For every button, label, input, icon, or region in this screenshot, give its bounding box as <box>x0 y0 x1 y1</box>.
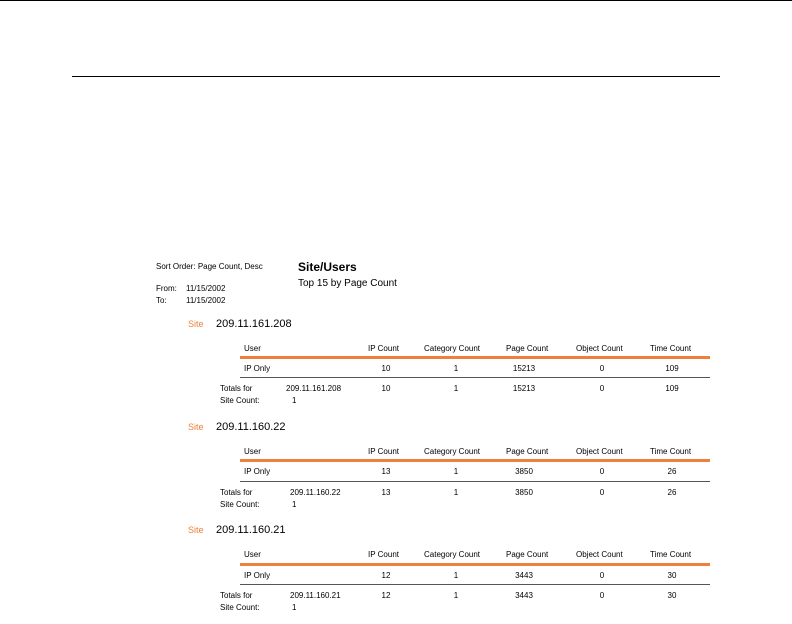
col-page-count: Page Count <box>506 344 549 353</box>
row-underline <box>240 377 710 378</box>
totals-object-count: 0 <box>599 384 605 393</box>
cell-user: IP Only <box>244 364 271 373</box>
site-count-value: 1 <box>292 396 297 405</box>
totals-object-count: 0 <box>599 591 605 600</box>
col-page-count: Page Count <box>506 447 549 456</box>
to-date-value: 11/15/2002 <box>186 296 226 305</box>
site-label: Site <box>188 422 204 432</box>
totals-site: 209.11.160.21 <box>290 591 341 600</box>
totals-page-count: 3443 <box>515 591 533 600</box>
header-underline <box>240 563 710 566</box>
sort-order <box>156 262 263 271</box>
totals-ip-count: 13 <box>381 488 391 497</box>
site-count-value: 1 <box>292 500 297 509</box>
sort-order-value: Page Count, Desc <box>197 262 263 271</box>
cell-page-count: 15213 <box>512 364 536 373</box>
totals-label: Totals for <box>220 488 253 497</box>
col-time-count: Time Count <box>650 344 692 353</box>
totals-label: Totals for <box>220 384 253 393</box>
report-title: Site/Users <box>298 260 357 274</box>
cell-category-count: 1 <box>453 571 459 580</box>
cell-category-count: 1 <box>453 364 459 373</box>
totals-ip-count: 10 <box>381 384 391 393</box>
col-time-count: Time Count <box>650 550 692 559</box>
col-time-count: Time Count <box>650 447 692 456</box>
totals-site: 209.11.160.22 <box>290 488 341 497</box>
from-date-value: 11/15/2002 <box>186 284 226 293</box>
site-address: 209.11.160.21 <box>216 524 286 536</box>
col-object-count: Object Count <box>576 550 623 559</box>
totals-page-count: 3850 <box>515 488 533 497</box>
top-border <box>0 0 792 1</box>
cell-page-count: 3443 <box>515 571 533 580</box>
totals-label: Totals for <box>220 591 253 600</box>
totals-time-count: 30 <box>667 591 677 600</box>
cell-ip-count: 13 <box>381 467 391 476</box>
totals-site: 209.11.161.208 <box>286 384 342 393</box>
sort-order-label: Sort Order: <box>156 262 196 271</box>
cell-object-count: 0 <box>599 571 605 580</box>
totals-time-count: 109 <box>665 384 679 393</box>
col-object-count: Object Count <box>576 447 623 456</box>
col-category-count: Category Count <box>424 447 481 456</box>
row-underline <box>240 584 710 585</box>
to-date-label: To: <box>156 296 167 305</box>
cell-object-count: 0 <box>599 364 605 373</box>
site-label: Site <box>188 319 204 329</box>
col-user: User <box>244 550 261 559</box>
col-category-count: Category Count <box>424 550 481 559</box>
cell-ip-count: 10 <box>381 364 391 373</box>
header-underline <box>240 459 710 462</box>
cell-page-count: 3850 <box>515 467 533 476</box>
report-subtitle: Top 15 by Page Count <box>298 278 397 289</box>
cell-time-count: 26 <box>667 467 677 476</box>
site-count-label: Site Count: <box>220 500 260 509</box>
totals-page-count: 15213 <box>512 384 536 393</box>
totals-time-count: 26 <box>667 488 677 497</box>
site-count-label: Site Count: <box>220 396 260 405</box>
col-ip-count: IP Count <box>368 550 399 559</box>
from-date-label: From: <box>156 284 177 293</box>
cell-ip-count: 12 <box>381 571 391 580</box>
totals-category-count: 1 <box>453 384 459 393</box>
site-label: Site <box>188 525 204 535</box>
col-user: User <box>244 344 261 353</box>
col-ip-count: IP Count <box>368 344 399 353</box>
col-ip-count: IP Count <box>368 447 399 456</box>
site-address: 209.11.160.22 <box>216 421 286 433</box>
col-object-count: Object Count <box>576 344 623 353</box>
col-category-count: Category Count <box>424 344 481 353</box>
site-count-label: Site Count: <box>220 603 260 612</box>
col-user: User <box>244 447 261 456</box>
cell-user: IP Only <box>244 571 271 580</box>
cell-category-count: 1 <box>453 467 459 476</box>
header-underline <box>240 356 710 359</box>
header-rule <box>72 76 720 77</box>
totals-category-count: 1 <box>453 591 459 600</box>
cell-object-count: 0 <box>599 467 605 476</box>
cell-time-count: 109 <box>665 364 679 373</box>
totals-object-count: 0 <box>599 488 605 497</box>
site-address: 209.11.161.208 <box>216 318 292 330</box>
col-page-count: Page Count <box>506 550 549 559</box>
cell-time-count: 30 <box>667 571 677 580</box>
totals-category-count: 1 <box>453 488 459 497</box>
site-count-value: 1 <box>292 603 297 612</box>
totals-ip-count: 12 <box>381 591 391 600</box>
cell-user: IP Only <box>244 467 271 476</box>
row-underline <box>240 481 710 482</box>
